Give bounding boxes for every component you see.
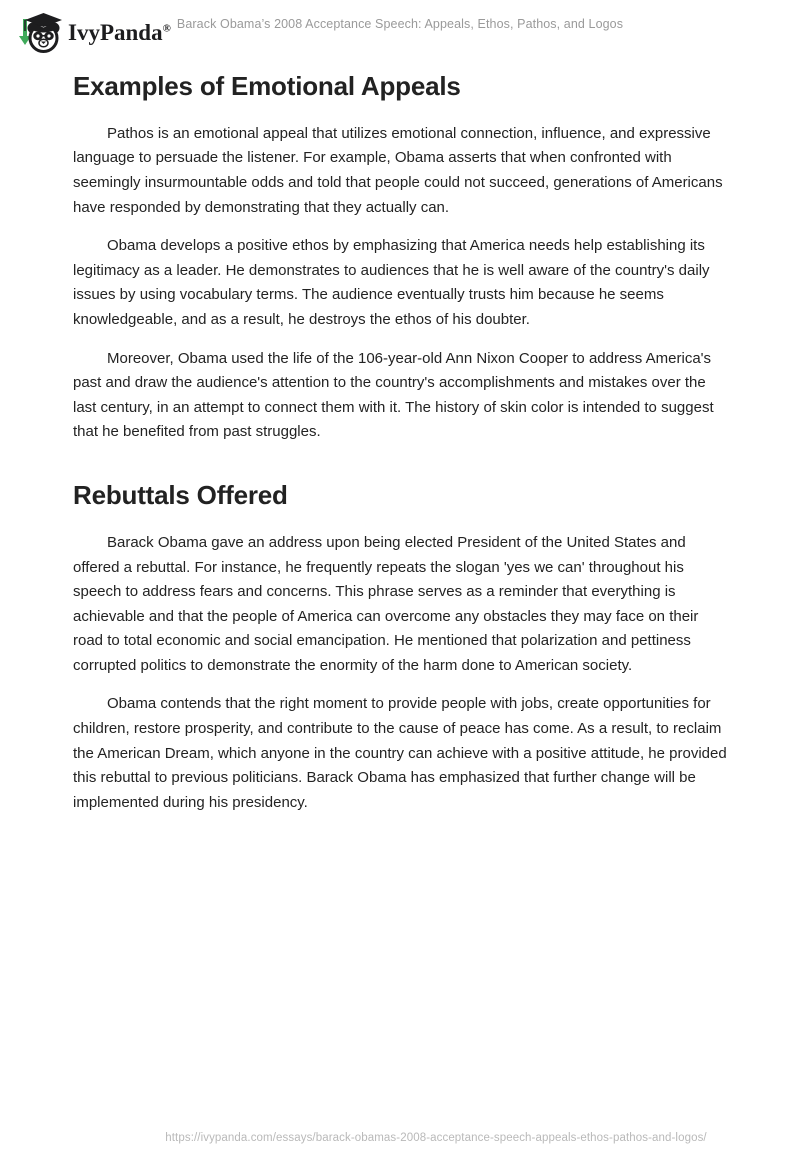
document-title-header: Barack Obama’s 2008 Acceptance Speech: Appeals, Ethos, Pathos, and Logos [176,17,624,31]
paragraph: Pathos is an emotional appeal that utilizes emotional connection, influence, and expressive language to persuade the listener. For example, Obama asserts that when confronted with seemingly insurmountable odds and told that people could not succeed, generations of Americans have responded by demonstrating that they actually can. [73,124,723,216]
section-heading-emotional-appeals: Examples of Emotional Appeals [73,71,461,101]
registered-trademark-symbol: ® [162,21,171,34]
page-header [0,0,800,58]
brand-name-text: IvyPanda [68,19,163,45]
source-url-link[interactable]: https://ivypanda.com/essays/barack-obamas-2008-acceptance-speech-appeals-ethos-pathos-and-logos/ [165,1132,707,1144]
paragraph: Barack Obama gave an address upon being elected President of the United States and offered a rebuttal. For instance, he frequently repeats the slogan 'yes we can' throughout his speech to address fears and concerns. This phrase serves as a reminder that everything is achievable and that the people of America can overcome any obstacles they may face on their road to total economic and social emancipation. He mentioned that polarization and pettiness corrupted politics to demonstrate the enormity of the harm done to American society. [73,533,699,674]
paragraph: Obama develops a positive ethos by emphasizing that America needs help establishing its legitimacy as a leader. He demonstrates to audiences that he is well aware of the country's daily issues by using vocabulary terms. The audience eventually trusts him because he seems knowledgeable, and as a result, he destroys the ethos of his doubter. [73,237,710,329]
section-heading-rebuttals-offered: Rebuttals Offered [73,480,288,511]
paragraph: Obama contends that the right moment to provide people with jobs, create opportunities for children, restore prosperity, and contribute to the cause of peace has come. As a result, to reclaim the American Dream, which anyone in the country can achieve with a positive attitude, he provided this rebuttal to previous politicians. Barack Obama has emphasized that further change will be implemented during his presidency. [73,695,727,811]
paragraph: Moreover, Obama used the life of the 106-year-old Ann Nixon Cooper to address America's past and draw the audience's attention to the country's accomplishments and mistakes over the last century, in an attempt to connect them with it. The history of skin color is intended to suggest that he benefited from past struggles. [73,349,714,441]
document-body [73,72,728,829]
page-footer [0,1128,800,1146]
